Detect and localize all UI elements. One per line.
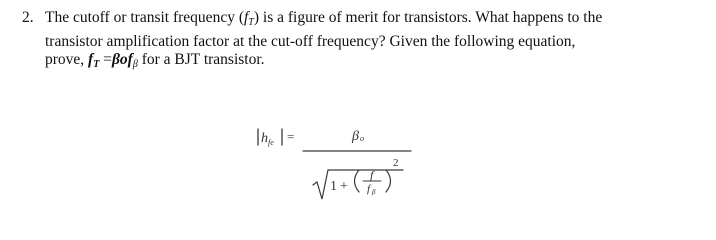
symbol-f: f (127, 51, 133, 68)
symbol-o: o (119, 51, 128, 68)
question-text-segment: for a BJT transistor. (137, 51, 265, 68)
inner-denominator-f: f (367, 183, 371, 195)
symbol-f: f (88, 51, 94, 68)
equals-sign: = (99, 51, 112, 68)
numerator-beta: β (352, 129, 359, 144)
numerator-subscript: o (360, 134, 364, 143)
equals-sign: = (287, 129, 295, 144)
lhs-subscript: fe (268, 138, 274, 147)
question-text-segment: transistor amplification factor at the cut-off frequency? Given the following equation, (45, 32, 576, 50)
symbol-subscript: β (132, 59, 138, 70)
symbol-f: f (243, 9, 249, 26)
sqrt-one: 1 (330, 179, 337, 194)
symbol-beta: β (111, 51, 120, 68)
paren-right (386, 170, 391, 192)
symbol-subscript: T (93, 59, 100, 70)
question-text-segment: The cutoff or transit frequency ( (45, 9, 244, 26)
sqrt-plus: + (340, 179, 348, 194)
exponent-two: 2 (393, 157, 399, 169)
paren-left (355, 170, 360, 192)
symbol-subscript: T (248, 17, 254, 28)
inner-numerator-f: f (370, 168, 374, 182)
inner-denominator-subscript: β (372, 188, 376, 196)
question-text-segment: prove, (45, 51, 89, 68)
question-text-segment: ) is a figure of merit for transistors. What happens to the (253, 9, 603, 26)
question-number: 2. (22, 9, 34, 26)
lhs-h: h (261, 131, 268, 146)
